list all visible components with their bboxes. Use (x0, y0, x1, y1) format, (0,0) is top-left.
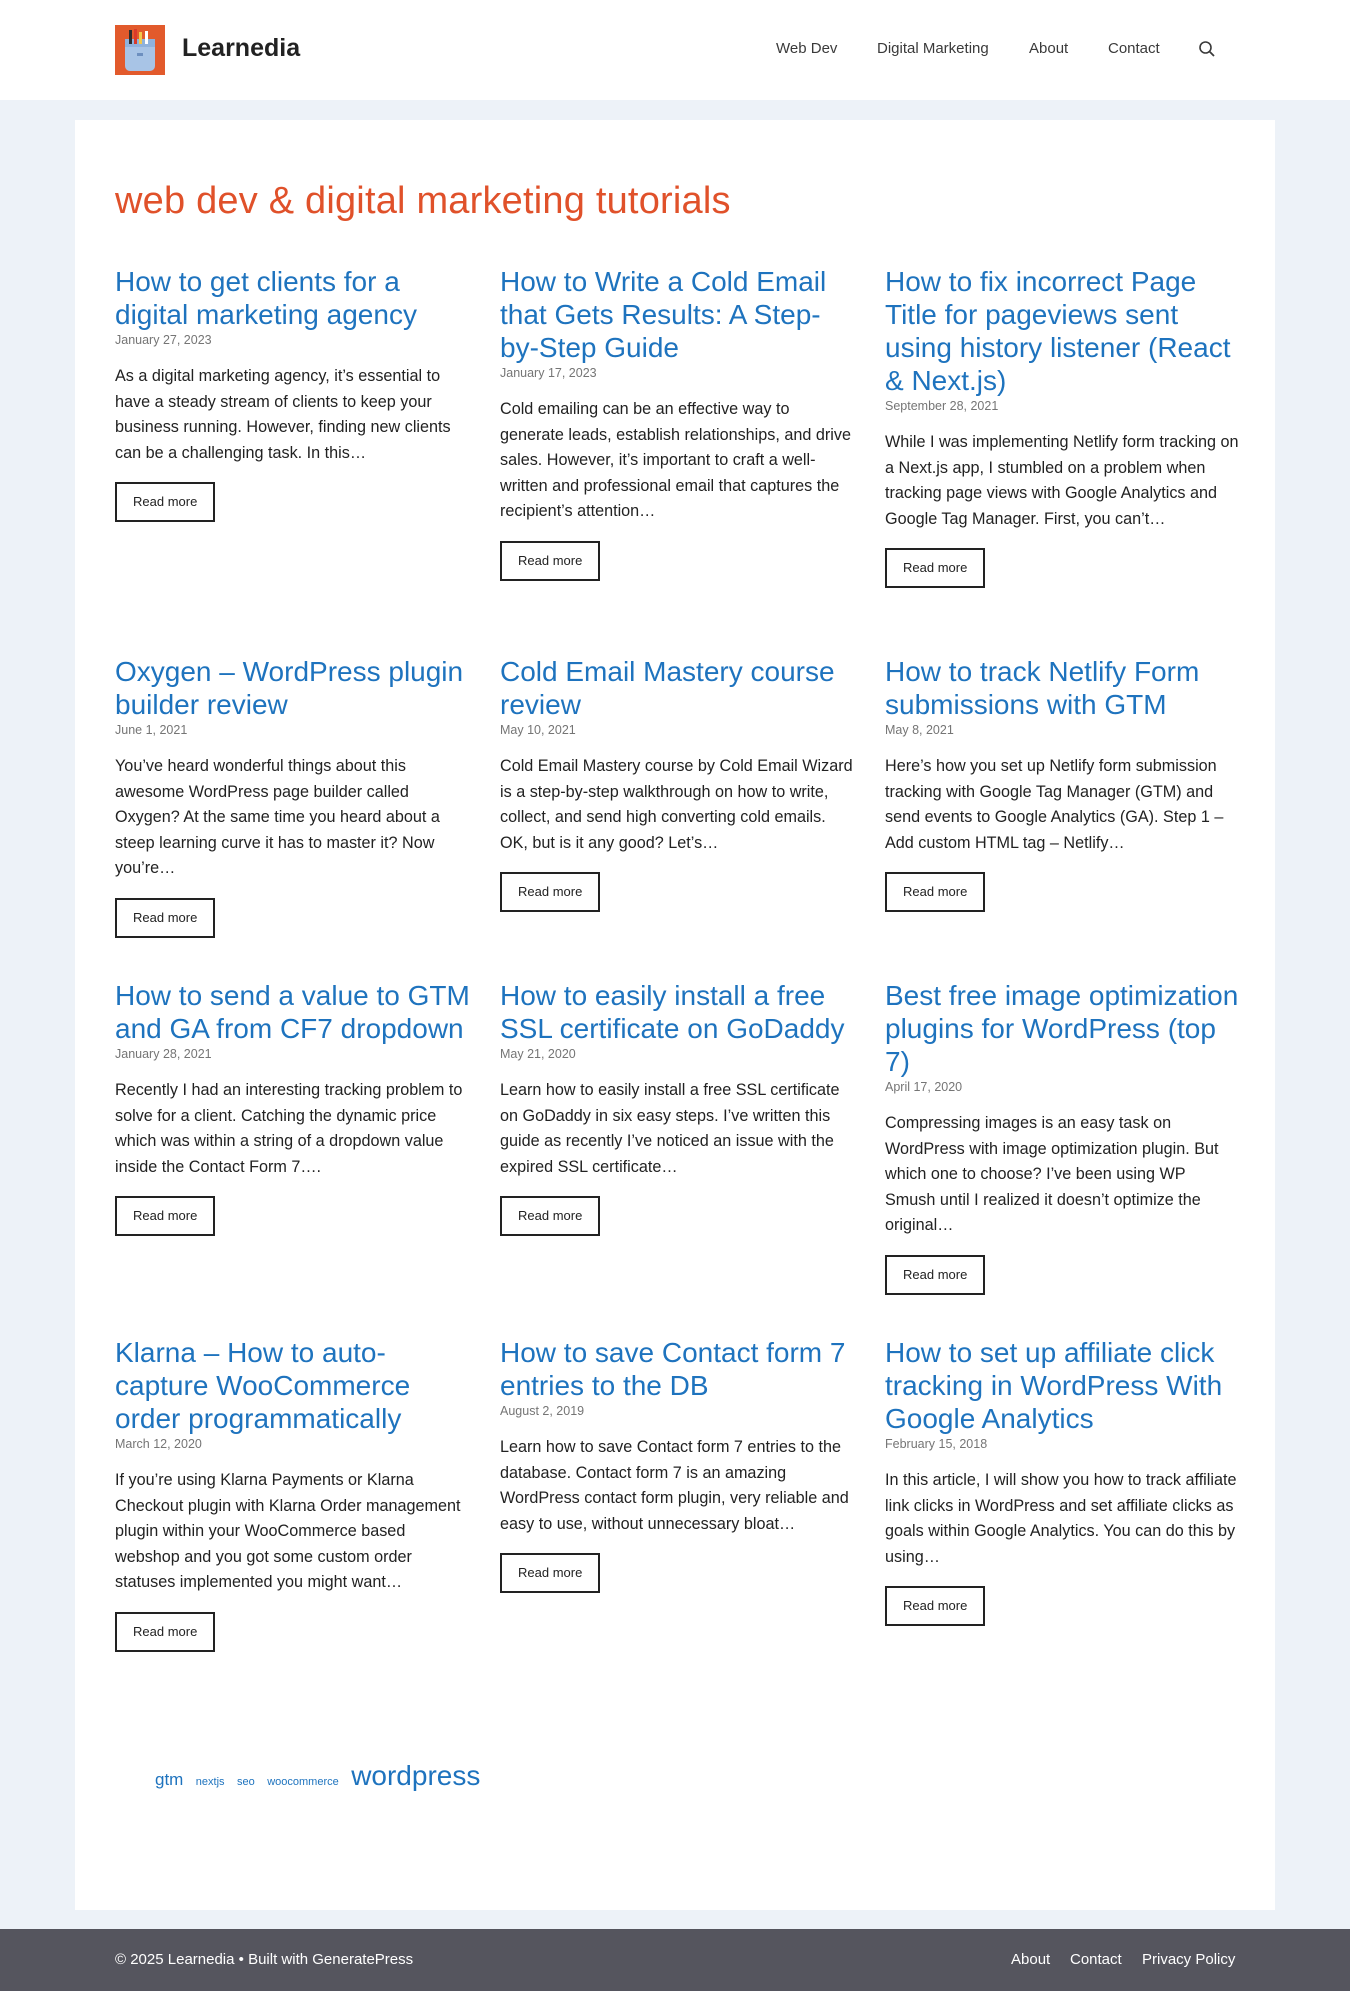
site-header (0, 0, 1350, 100)
footer-copyright: © 2025 Learnedia • Built with GeneratePress (115, 1951, 414, 1968)
post-date: February 15, 2018 (885, 1437, 988, 1451)
post-card (885, 979, 1240, 1295)
post-card (115, 1336, 470, 1652)
read-more-button[interactable]: Read more (885, 872, 985, 912)
footer-link-contact[interactable]: Contact (1070, 1951, 1122, 1968)
nav-digital-marketing[interactable]: Digital Marketing (877, 40, 989, 57)
site-title[interactable]: Learnedia (182, 34, 301, 62)
read-more-button[interactable]: Read more (115, 482, 215, 522)
post-card (500, 1336, 855, 1593)
read-more-button[interactable]: Read more (500, 541, 600, 581)
tag-link[interactable]: gtm (155, 1770, 184, 1789)
post-card (500, 655, 855, 912)
post-title-link[interactable]: How to fix incorrect Page Title for pageviews sent using history listener (React & Next.js) (885, 266, 1231, 396)
post-title-link[interactable]: How to set up affiliate click tracking in WordPress With Google Analytics (885, 1337, 1223, 1434)
read-more-button[interactable]: Read more (500, 1553, 600, 1593)
post-date: May 8, 2021 (885, 723, 954, 737)
post-title-link[interactable]: How to track Netlify Form submissions with GTM (885, 656, 1200, 720)
post-excerpt: Here’s how you set up Netlify form submission tracking with Google Tag Manager (GTM) and send events to Google Analytics (GA). Step 1 – Add custom HTML tag – Netlify… (885, 757, 1224, 852)
post-excerpt: Cold Email Mastery course by Cold Email Wizard is a step-by-step walkthrough on how to write, collect, and send high converting cold emails. OK, but is it any good? Let’s… (500, 757, 853, 852)
post-title-link[interactable]: How to Write a Cold Email that Gets Results: A Step-by-Step Guide (500, 266, 827, 363)
post-excerpt: Recently I had an interesting tracking problem to solve for a client. Catching the dynamic price which was within a string of a dropdown value inside the Contact Form 7…. (115, 1081, 463, 1176)
post-title-link[interactable]: How to easily install a free SSL certificate on GoDaddy (500, 980, 845, 1044)
post-date: January 17, 2023 (500, 366, 597, 380)
nav-contact[interactable]: Contact (1108, 40, 1160, 57)
tag-link[interactable]: seo (237, 1776, 255, 1788)
post-date: May 21, 2020 (500, 1047, 576, 1061)
read-more-button[interactable]: Read more (500, 872, 600, 912)
post-excerpt: In this article, I will show you how to track affiliate link clicks in WordPress and set affiliate clicks as goals within Google Analytics. You can do this by using… (885, 1471, 1237, 1566)
tag-cloud (155, 1760, 488, 1792)
post-date: May 10, 2021 (500, 723, 576, 737)
nav-web-dev[interactable]: Web Dev (776, 40, 838, 57)
post-excerpt: Learn how to save Contact form 7 entries to the database. Contact form 7 is an amazing WordPress contact form plugin, very reliable and easy to use, without unnecessary bloat… (500, 1438, 849, 1533)
post-card (500, 265, 855, 581)
post-excerpt: Compressing images is an easy task on WordPress with image optimization plugin. But which one to choose? I’ve been using WP Smush until I realized it doesn’t optimize the original… (885, 1114, 1219, 1235)
post-date: January 28, 2021 (115, 1047, 212, 1061)
read-more-button[interactable]: Read more (885, 548, 985, 588)
post-excerpt: While I was implementing Netlify form tracking on a Next.js app, I stumbled on a problem when tracking page views with Google Analytics and Google Tag Manager. First, you can’t… (885, 433, 1239, 528)
nav-about[interactable]: About (1029, 40, 1069, 57)
post-title-link[interactable]: Oxygen – WordPress plugin builder review (115, 656, 464, 720)
page-title: web dev & digital marketing tutorials (115, 180, 731, 222)
footer-link-privacy-policy[interactable]: Privacy Policy (1142, 1951, 1236, 1968)
post-card (115, 265, 470, 522)
read-more-button[interactable]: Read more (115, 898, 215, 938)
read-more-button[interactable]: Read more (885, 1586, 985, 1626)
search-icon[interactable] (1198, 40, 1216, 58)
tag-link[interactable]: wordpress (351, 1760, 481, 1791)
post-excerpt: As a digital marketing agency, it’s essential to have a steady stream of clients to keep your business running. However, finding new clients can be a challenging task. In this… (115, 367, 451, 462)
post-card (885, 265, 1240, 588)
read-more-button[interactable]: Read more (500, 1196, 600, 1236)
post-date: March 12, 2020 (115, 1437, 202, 1451)
post-date: June 1, 2021 (115, 723, 188, 737)
logo-icon[interactable] (115, 25, 165, 75)
post-date: September 28, 2021 (885, 399, 999, 413)
site-footer (0, 1929, 1350, 1991)
post-card (115, 979, 470, 1236)
post-excerpt: You’ve heard wonderful things about this awesome WordPress page builder called Oxygen? At the same time you heard about a steep learning curve it has to master it? Now you’re… (115, 757, 440, 878)
footer-link-about[interactable]: About (1011, 1951, 1051, 1968)
post-date: August 2, 2019 (500, 1404, 585, 1418)
post-card (115, 655, 470, 938)
main-content (75, 120, 1275, 1910)
post-excerpt: If you’re using Klarna Payments or Klarna Checkout plugin with Klarna Order management plugin within your WooCommerce based webshop and you got some custom order statuses implemented you might want… (115, 1471, 461, 1592)
post-title-link[interactable]: How to send a value to GTM and GA from CF7 dropdown (115, 980, 470, 1044)
post-card (885, 1336, 1240, 1626)
post-card (885, 655, 1240, 912)
post-title-link[interactable]: Best free image optimization plugins for WordPress (top 7) (885, 980, 1239, 1077)
read-more-button[interactable]: Read more (885, 1255, 985, 1295)
post-excerpt: Learn how to easily install a free SSL certificate on GoDaddy in six easy steps. I’ve written this guide as recently I’ve noticed an issue with the expired SSL certificate… (500, 1081, 840, 1176)
post-date: January 27, 2023 (115, 333, 212, 347)
post-date: April 17, 2020 (885, 1080, 963, 1094)
post-title-link[interactable]: How to get clients for a digital marketing agency (115, 266, 417, 330)
post-title-link[interactable]: Klarna – How to auto-capture WooCommerce order programmatically (115, 1337, 411, 1434)
tag-link[interactable]: nextjs (195, 1776, 225, 1788)
post-card (500, 979, 855, 1236)
read-more-button[interactable]: Read more (115, 1612, 215, 1652)
read-more-button[interactable]: Read more (115, 1196, 215, 1236)
post-title-link[interactable]: How to save Contact form 7 entries to the DB (500, 1337, 846, 1401)
post-title-link[interactable]: Cold Email Mastery course review (500, 656, 835, 720)
post-excerpt: Cold emailing can be an effective way to generate leads, establish relationships, and drive sales. However, it’s important to craft a well-written and professional email that captures the recipient’s attention… (500, 400, 851, 521)
tag-link[interactable]: woocommerce (267, 1776, 339, 1788)
